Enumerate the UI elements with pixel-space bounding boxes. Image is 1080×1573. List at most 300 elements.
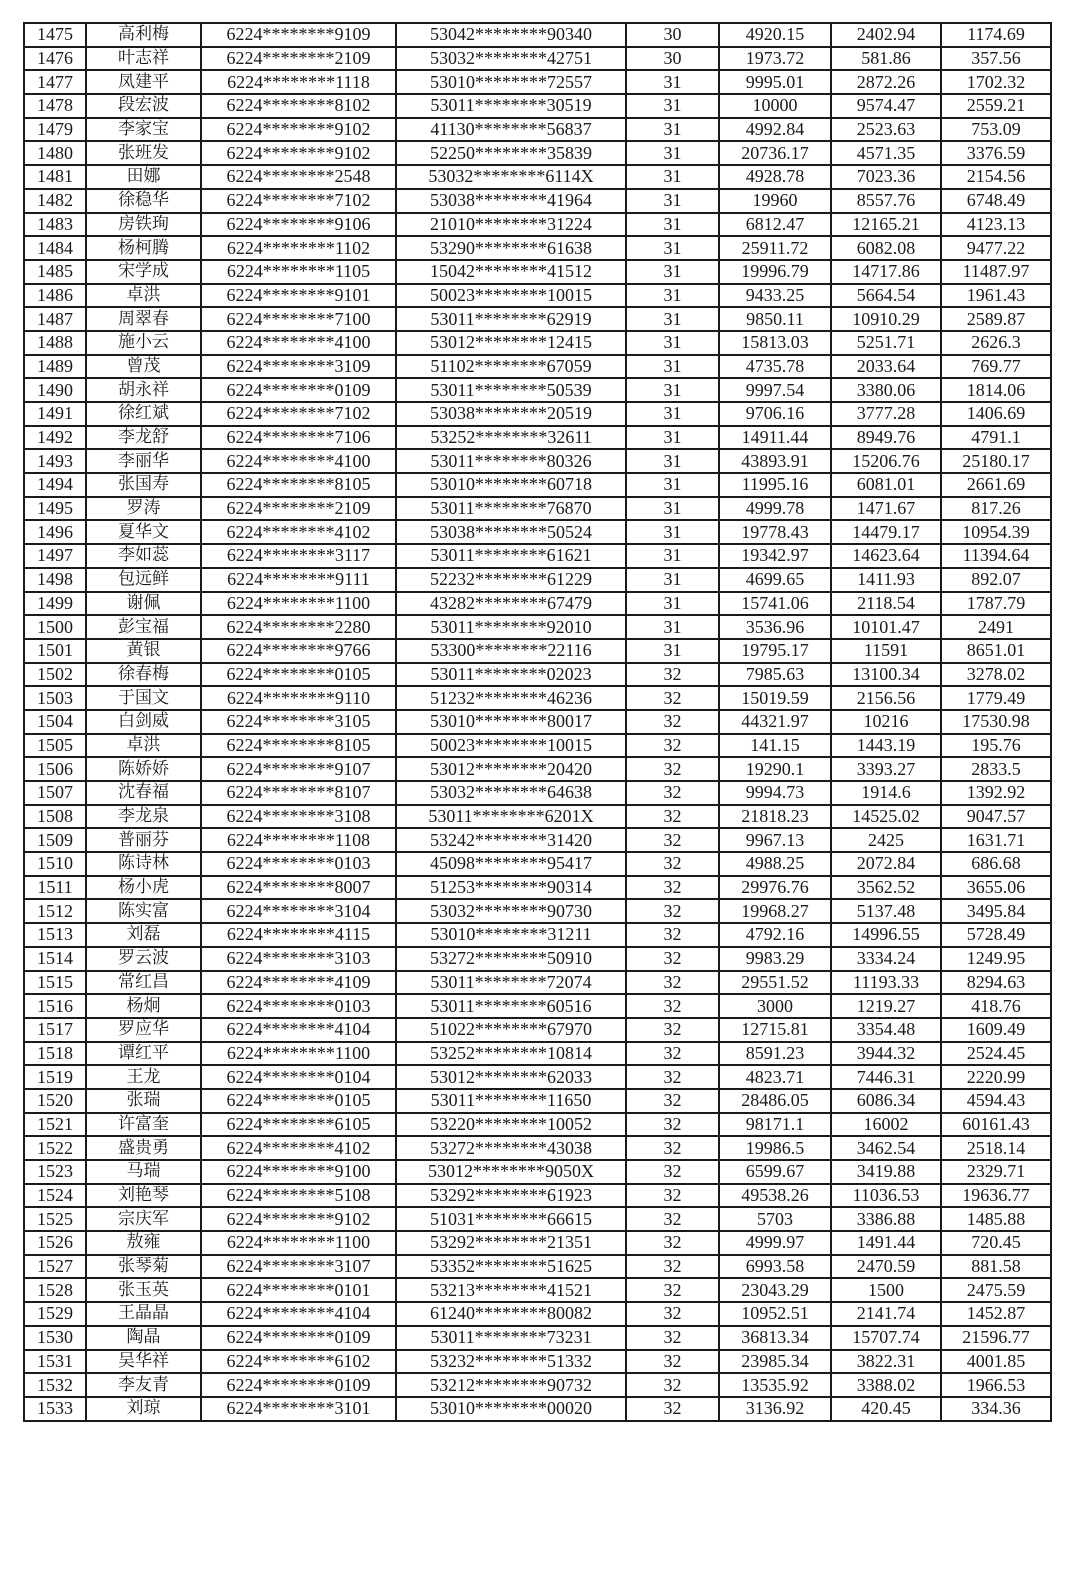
bank-card-cell: 6224********2280 (201, 615, 396, 639)
table-row (24, 876, 1051, 900)
age-cell: 31 (626, 236, 719, 260)
table-row (24, 734, 1051, 758)
table-row (24, 592, 1051, 616)
row-number-cell: 1511 (24, 876, 86, 900)
row-number-cell: 1517 (24, 1018, 86, 1042)
id-number-cell: 41130********56837 (396, 118, 626, 142)
age-cell: 32 (626, 994, 719, 1018)
amount-2-cell: 2425 (831, 828, 941, 852)
table-row (24, 1160, 1051, 1184)
table-row (24, 47, 1051, 71)
name-cell: 张瑞 (86, 1089, 201, 1113)
table-row (24, 852, 1051, 876)
name-cell: 段宏波 (86, 94, 201, 118)
records-table (23, 22, 1052, 1422)
name-cell: 黄银 (86, 639, 201, 663)
amount-2-cell: 10910.29 (831, 307, 941, 331)
table-row (24, 426, 1051, 450)
table-row (24, 828, 1051, 852)
id-number-cell: 53011********30519 (396, 94, 626, 118)
name-cell: 杨柯腾 (86, 236, 201, 260)
amount-1-cell: 36813.34 (719, 1326, 831, 1350)
age-cell: 32 (626, 947, 719, 971)
name-cell: 杨小虎 (86, 876, 201, 900)
id-number-cell: 53038********20519 (396, 402, 626, 426)
amount-1-cell: 4823.71 (719, 1065, 831, 1089)
row-number-cell: 1518 (24, 1042, 86, 1066)
id-number-cell: 53012********20420 (396, 757, 626, 781)
id-number-cell: 53032********64638 (396, 781, 626, 805)
bank-card-cell: 6224********7102 (201, 189, 396, 213)
amount-3-cell: 4791.1 (941, 426, 1051, 450)
amount-2-cell: 2118.54 (831, 592, 941, 616)
amount-2-cell: 5664.54 (831, 284, 941, 308)
amount-1-cell: 4699.65 (719, 568, 831, 592)
bank-card-cell: 6224********4104 (201, 1018, 396, 1042)
row-number-cell: 1508 (24, 805, 86, 829)
amount-2-cell: 3334.24 (831, 947, 941, 971)
amount-1-cell: 19778.43 (719, 520, 831, 544)
amount-1-cell: 9994.73 (719, 781, 831, 805)
amount-2-cell: 1219.27 (831, 994, 941, 1018)
table-row (24, 260, 1051, 284)
amount-1-cell: 9967.13 (719, 828, 831, 852)
bank-card-cell: 6224********1118 (201, 70, 396, 94)
row-number-cell: 1489 (24, 355, 86, 379)
row-number-cell: 1486 (24, 284, 86, 308)
amount-2-cell: 2156.56 (831, 686, 941, 710)
row-number-cell: 1480 (24, 141, 86, 165)
id-number-cell: 53220********10052 (396, 1113, 626, 1137)
amount-1-cell: 4988.25 (719, 852, 831, 876)
amount-3-cell: 1452.87 (941, 1302, 1051, 1326)
amount-1-cell: 49538.26 (719, 1184, 831, 1208)
name-cell: 罗云波 (86, 947, 201, 971)
name-cell: 盛贵勇 (86, 1136, 201, 1160)
name-cell: 常红昌 (86, 971, 201, 995)
age-cell: 32 (626, 1326, 719, 1350)
bank-card-cell: 6224********9102 (201, 118, 396, 142)
amount-2-cell: 2470.59 (831, 1255, 941, 1279)
amount-1-cell: 8591.23 (719, 1042, 831, 1066)
name-cell: 卓洪 (86, 734, 201, 758)
row-number-cell: 1488 (24, 331, 86, 355)
age-cell: 32 (626, 971, 719, 995)
name-cell: 周翠春 (86, 307, 201, 331)
id-number-cell: 53011********11650 (396, 1089, 626, 1113)
amount-1-cell: 3136.92 (719, 1397, 831, 1421)
age-cell: 31 (626, 70, 719, 94)
age-cell: 31 (626, 355, 719, 379)
amount-3-cell: 1392.92 (941, 781, 1051, 805)
amount-1-cell: 9850.11 (719, 307, 831, 331)
amount-2-cell: 581.86 (831, 47, 941, 71)
id-number-cell: 21010********31224 (396, 213, 626, 237)
amount-2-cell: 2523.63 (831, 118, 941, 142)
name-cell: 陈实富 (86, 899, 201, 923)
bank-card-cell: 6224********1102 (201, 236, 396, 260)
amount-1-cell: 4992.84 (719, 118, 831, 142)
table-row (24, 236, 1051, 260)
id-number-cell: 53010********00020 (396, 1397, 626, 1421)
row-number-cell: 1513 (24, 923, 86, 947)
id-number-cell: 51102********67059 (396, 355, 626, 379)
amount-3-cell: 4123.13 (941, 213, 1051, 237)
age-cell: 31 (626, 94, 719, 118)
amount-3-cell: 892.07 (941, 568, 1051, 592)
id-number-cell: 53038********50524 (396, 520, 626, 544)
amount-2-cell: 8557.76 (831, 189, 941, 213)
bank-card-cell: 6224********9102 (201, 141, 396, 165)
table-row (24, 70, 1051, 94)
table-row (24, 284, 1051, 308)
name-cell: 刘艳琴 (86, 1184, 201, 1208)
data-sheet (23, 22, 1052, 1422)
age-cell: 31 (626, 426, 719, 450)
row-number-cell: 1481 (24, 165, 86, 189)
age-cell: 30 (626, 23, 719, 47)
id-number-cell: 52250********35839 (396, 141, 626, 165)
bank-card-cell: 6224********0109 (201, 378, 396, 402)
name-cell: 许富奎 (86, 1113, 201, 1137)
id-number-cell: 53011********80326 (396, 449, 626, 473)
table-row (24, 686, 1051, 710)
id-number-cell: 53290********61638 (396, 236, 626, 260)
amount-3-cell: 5728.49 (941, 923, 1051, 947)
row-number-cell: 1501 (24, 639, 86, 663)
age-cell: 32 (626, 899, 719, 923)
id-number-cell: 53010********72557 (396, 70, 626, 94)
row-number-cell: 1532 (24, 1373, 86, 1397)
amount-1-cell: 7985.63 (719, 663, 831, 687)
id-number-cell: 51253********90314 (396, 876, 626, 900)
age-cell: 31 (626, 165, 719, 189)
amount-2-cell: 6082.08 (831, 236, 941, 260)
name-cell: 徐红斌 (86, 402, 201, 426)
table-row (24, 1278, 1051, 1302)
row-number-cell: 1483 (24, 213, 86, 237)
amount-2-cell: 1914.6 (831, 781, 941, 805)
amount-1-cell: 9983.29 (719, 947, 831, 971)
name-cell: 白剑威 (86, 710, 201, 734)
amount-1-cell: 4920.15 (719, 23, 831, 47)
amount-3-cell: 1814.06 (941, 378, 1051, 402)
id-number-cell: 53011********02023 (396, 663, 626, 687)
table-row (24, 971, 1051, 995)
bank-card-cell: 6224********2109 (201, 497, 396, 521)
amount-2-cell: 3462.54 (831, 1136, 941, 1160)
amount-2-cell: 7023.36 (831, 165, 941, 189)
name-cell: 田娜 (86, 165, 201, 189)
name-cell: 凤建平 (86, 70, 201, 94)
name-cell: 李如蕊 (86, 544, 201, 568)
name-cell: 王晶晶 (86, 1302, 201, 1326)
row-number-cell: 1512 (24, 899, 86, 923)
age-cell: 31 (626, 331, 719, 355)
amount-2-cell: 2872.26 (831, 70, 941, 94)
age-cell: 32 (626, 1207, 719, 1231)
amount-1-cell: 6993.58 (719, 1255, 831, 1279)
table-row (24, 473, 1051, 497)
amount-2-cell: 15206.76 (831, 449, 941, 473)
bank-card-cell: 6224********1105 (201, 260, 396, 284)
age-cell: 32 (626, 828, 719, 852)
id-number-cell: 53252********10814 (396, 1042, 626, 1066)
amount-1-cell: 9433.25 (719, 284, 831, 308)
age-cell: 31 (626, 568, 719, 592)
amount-3-cell: 1966.53 (941, 1373, 1051, 1397)
table-row (24, 189, 1051, 213)
id-number-cell: 53010********60718 (396, 473, 626, 497)
id-number-cell: 50023********10015 (396, 284, 626, 308)
id-number-cell: 53012********9050X (396, 1160, 626, 1184)
id-number-cell: 53011********62919 (396, 307, 626, 331)
amount-1-cell: 23043.29 (719, 1278, 831, 1302)
amount-3-cell: 10954.39 (941, 520, 1051, 544)
bank-card-cell: 6224********9101 (201, 284, 396, 308)
table-row (24, 781, 1051, 805)
bank-card-cell: 6224********8105 (201, 473, 396, 497)
bank-card-cell: 6224********8107 (201, 781, 396, 805)
id-number-cell: 15042********41512 (396, 260, 626, 284)
table-row (24, 1231, 1051, 1255)
amount-3-cell: 1961.43 (941, 284, 1051, 308)
amount-2-cell: 14717.86 (831, 260, 941, 284)
id-number-cell: 53011********61621 (396, 544, 626, 568)
id-number-cell: 53011********76870 (396, 497, 626, 521)
amount-3-cell: 2491 (941, 615, 1051, 639)
amount-3-cell: 25180.17 (941, 449, 1051, 473)
row-number-cell: 1493 (24, 449, 86, 473)
bank-card-cell: 6224********1100 (201, 592, 396, 616)
table-row (24, 899, 1051, 923)
row-number-cell: 1502 (24, 663, 86, 687)
table-row (24, 94, 1051, 118)
amount-1-cell: 5703 (719, 1207, 831, 1231)
row-number-cell: 1531 (24, 1350, 86, 1374)
age-cell: 31 (626, 260, 719, 284)
amount-1-cell: 4928.78 (719, 165, 831, 189)
amount-3-cell: 2589.87 (941, 307, 1051, 331)
row-number-cell: 1514 (24, 947, 86, 971)
amount-2-cell: 3944.32 (831, 1042, 941, 1066)
age-cell: 31 (626, 189, 719, 213)
row-number-cell: 1526 (24, 1231, 86, 1255)
table-row (24, 947, 1051, 971)
age-cell: 31 (626, 402, 719, 426)
amount-1-cell: 3536.96 (719, 615, 831, 639)
table-row (24, 805, 1051, 829)
name-cell: 罗涛 (86, 497, 201, 521)
amount-1-cell: 19290.1 (719, 757, 831, 781)
amount-2-cell: 3419.88 (831, 1160, 941, 1184)
amount-2-cell: 420.45 (831, 1397, 941, 1421)
id-number-cell: 53011********60516 (396, 994, 626, 1018)
amount-1-cell: 44321.97 (719, 710, 831, 734)
amount-3-cell: 2661.69 (941, 473, 1051, 497)
table-row (24, 141, 1051, 165)
name-cell: 刘磊 (86, 923, 201, 947)
amount-3-cell: 753.09 (941, 118, 1051, 142)
bank-card-cell: 6224********4100 (201, 449, 396, 473)
id-number-cell: 45098********95417 (396, 852, 626, 876)
amount-2-cell: 1500 (831, 1278, 941, 1302)
name-cell: 包远鲜 (86, 568, 201, 592)
name-cell: 谢佩 (86, 592, 201, 616)
bank-card-cell: 6224********4109 (201, 971, 396, 995)
table-row (24, 1136, 1051, 1160)
bank-card-cell: 6224********3104 (201, 899, 396, 923)
bank-card-cell: 6224********3109 (201, 355, 396, 379)
bank-card-cell: 6224********4102 (201, 520, 396, 544)
amount-3-cell: 769.77 (941, 355, 1051, 379)
id-number-cell: 53352********51625 (396, 1255, 626, 1279)
amount-2-cell: 1471.67 (831, 497, 941, 521)
amount-3-cell: 817.26 (941, 497, 1051, 521)
bank-card-cell: 6224********4115 (201, 923, 396, 947)
amount-3-cell: 881.58 (941, 1255, 1051, 1279)
name-cell: 卓洪 (86, 284, 201, 308)
amount-3-cell: 2475.59 (941, 1278, 1051, 1302)
row-number-cell: 1527 (24, 1255, 86, 1279)
amount-2-cell: 14996.55 (831, 923, 941, 947)
name-cell: 张玉英 (86, 1278, 201, 1302)
table-body (24, 23, 1051, 1421)
amount-2-cell: 10216 (831, 710, 941, 734)
amount-1-cell: 6812.47 (719, 213, 831, 237)
age-cell: 32 (626, 1278, 719, 1302)
id-number-cell: 53012********62033 (396, 1065, 626, 1089)
table-row (24, 1089, 1051, 1113)
amount-1-cell: 13535.92 (719, 1373, 831, 1397)
amount-1-cell: 15813.03 (719, 331, 831, 355)
age-cell: 32 (626, 1184, 719, 1208)
amount-3-cell: 1702.32 (941, 70, 1051, 94)
bank-card-cell: 6224********5108 (201, 1184, 396, 1208)
amount-2-cell: 11591 (831, 639, 941, 663)
table-row (24, 663, 1051, 687)
bank-card-cell: 6224********0105 (201, 1089, 396, 1113)
amount-3-cell: 1779.49 (941, 686, 1051, 710)
amount-1-cell: 10000 (719, 94, 831, 118)
name-cell: 施小云 (86, 331, 201, 355)
bank-card-cell: 6224********9110 (201, 686, 396, 710)
name-cell: 房铁珣 (86, 213, 201, 237)
amount-3-cell: 11394.64 (941, 544, 1051, 568)
bank-card-cell: 6224********3105 (201, 710, 396, 734)
name-cell: 张琴菊 (86, 1255, 201, 1279)
row-number-cell: 1505 (24, 734, 86, 758)
row-number-cell: 1487 (24, 307, 86, 331)
age-cell: 32 (626, 852, 719, 876)
row-number-cell: 1495 (24, 497, 86, 521)
age-cell: 31 (626, 639, 719, 663)
amount-3-cell: 720.45 (941, 1231, 1051, 1255)
id-number-cell: 53252********32611 (396, 426, 626, 450)
amount-1-cell: 4735.78 (719, 355, 831, 379)
amount-2-cell: 2072.84 (831, 852, 941, 876)
id-number-cell: 43282********67479 (396, 592, 626, 616)
age-cell: 32 (626, 876, 719, 900)
age-cell: 31 (626, 307, 719, 331)
age-cell: 32 (626, 1397, 719, 1421)
table-row (24, 1397, 1051, 1421)
name-cell: 谭红平 (86, 1042, 201, 1066)
bank-card-cell: 6224********6102 (201, 1350, 396, 1374)
amount-3-cell: 2524.45 (941, 1042, 1051, 1066)
row-number-cell: 1476 (24, 47, 86, 71)
id-number-cell: 53292********21351 (396, 1231, 626, 1255)
table-row (24, 1207, 1051, 1231)
amount-3-cell: 334.36 (941, 1397, 1051, 1421)
row-number-cell: 1477 (24, 70, 86, 94)
amount-2-cell: 9574.47 (831, 94, 941, 118)
age-cell: 32 (626, 1018, 719, 1042)
amount-1-cell: 25911.72 (719, 236, 831, 260)
age-cell: 32 (626, 1065, 719, 1089)
bank-card-cell: 6224********4102 (201, 1136, 396, 1160)
amount-3-cell: 686.68 (941, 852, 1051, 876)
amount-1-cell: 43893.91 (719, 449, 831, 473)
amount-2-cell: 8949.76 (831, 426, 941, 450)
id-number-cell: 53032********90730 (396, 899, 626, 923)
age-cell: 31 (626, 378, 719, 402)
bank-card-cell: 6224********2548 (201, 165, 396, 189)
age-cell: 31 (626, 544, 719, 568)
amount-2-cell: 3562.52 (831, 876, 941, 900)
name-cell: 彭宝福 (86, 615, 201, 639)
amount-3-cell: 4001.85 (941, 1350, 1051, 1374)
age-cell: 31 (626, 284, 719, 308)
amount-1-cell: 1973.72 (719, 47, 831, 71)
amount-2-cell: 15707.74 (831, 1326, 941, 1350)
row-number-cell: 1492 (24, 426, 86, 450)
row-number-cell: 1484 (24, 236, 86, 260)
name-cell: 普丽芬 (86, 828, 201, 852)
id-number-cell: 53292********61923 (396, 1184, 626, 1208)
table-row (24, 520, 1051, 544)
table-row (24, 1042, 1051, 1066)
bank-card-cell: 6224********0105 (201, 663, 396, 687)
amount-1-cell: 98171.1 (719, 1113, 831, 1137)
id-number-cell: 50023********10015 (396, 734, 626, 758)
amount-2-cell: 4571.35 (831, 141, 941, 165)
amount-3-cell: 60161.43 (941, 1113, 1051, 1137)
age-cell: 32 (626, 686, 719, 710)
row-number-cell: 1507 (24, 781, 86, 805)
age-cell: 32 (626, 757, 719, 781)
amount-1-cell: 9706.16 (719, 402, 831, 426)
amount-3-cell: 357.56 (941, 47, 1051, 71)
row-number-cell: 1499 (24, 592, 86, 616)
id-number-cell: 53010********80017 (396, 710, 626, 734)
amount-2-cell: 7446.31 (831, 1065, 941, 1089)
amount-2-cell: 11036.53 (831, 1184, 941, 1208)
table-row (24, 378, 1051, 402)
table-row (24, 568, 1051, 592)
bank-card-cell: 6224********4104 (201, 1302, 396, 1326)
age-cell: 31 (626, 118, 719, 142)
table-row (24, 497, 1051, 521)
amount-3-cell: 9477.22 (941, 236, 1051, 260)
age-cell: 31 (626, 592, 719, 616)
row-number-cell: 1504 (24, 710, 86, 734)
amount-2-cell: 3822.31 (831, 1350, 941, 1374)
name-cell: 杨炯 (86, 994, 201, 1018)
id-number-cell: 53272********43038 (396, 1136, 626, 1160)
bank-card-cell: 6224********6105 (201, 1113, 396, 1137)
row-number-cell: 1516 (24, 994, 86, 1018)
